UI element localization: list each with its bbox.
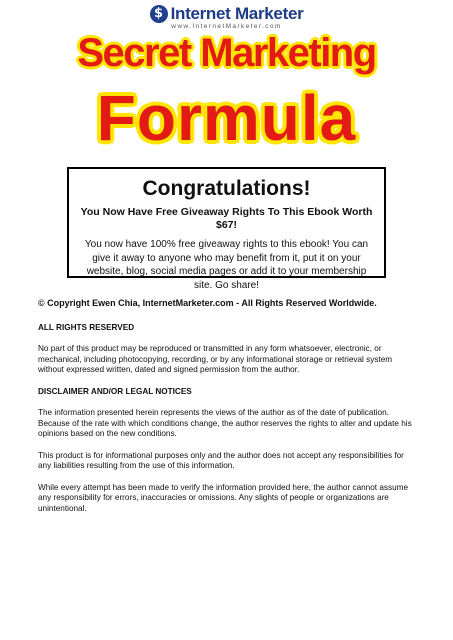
dollar-icon: $ xyxy=(150,5,168,23)
title-line-1: Secret Marketing xyxy=(77,31,376,75)
disclaimer-paragraph-1: The information presented herein represents the views of the author as of the date of publication. Because of the rate with which conditions change, the author reserves the rights to alter and update his opinions based on the new conditions. xyxy=(38,408,412,438)
logo-url: www.InternetMarketer.com xyxy=(171,23,282,30)
title-line-2: Formula xyxy=(96,82,357,154)
rights-heading: ALL RIGHTS RESERVED xyxy=(38,322,135,332)
copyright-notice: © Copyright Ewen Chia, InternetMarketer.com - All Rights Reserved Worldwide. xyxy=(38,298,377,308)
disclaimer-paragraph-3: While every attempt has been made to verify the information provided here, the author cannot assume any responsibility for errors, inaccuracies or omissions. Any slights of people or organizations are unintentional. xyxy=(38,482,409,513)
box-subheading: You Now Have Free Giveaway Rights To This Ebook Worth $67! xyxy=(80,206,373,231)
giveaway-rights-box xyxy=(67,167,386,291)
disclaimer-heading: DISCLAIMER AND/OR LEGAL NOTICES xyxy=(38,386,192,396)
rights-paragraph: No part of this product may be reproduced or transmitted in any form whatsoever, electronic, or mechanical, including photocopying, recording, or by any informational storage or retrieval system without expressed written, dated and signed permission from the author. xyxy=(38,344,393,374)
box-heading: Congratulations! xyxy=(142,177,311,200)
disclaimer-paragraph-2: This product is for informational purposes only and the author does not accept any responsibilities for any liabilities resulting from the use of this information. xyxy=(38,450,404,470)
brand-logo xyxy=(0,4,453,30)
logo-name: Internet Marketer xyxy=(170,4,304,23)
document-body xyxy=(38,298,416,525)
box-body: You now have 100% free giveaway rights to this ebook! You can give it away to anyone who may benefit from it, put it on your website, blog, social media pages or add it to your membership site. Go share! xyxy=(84,239,369,291)
